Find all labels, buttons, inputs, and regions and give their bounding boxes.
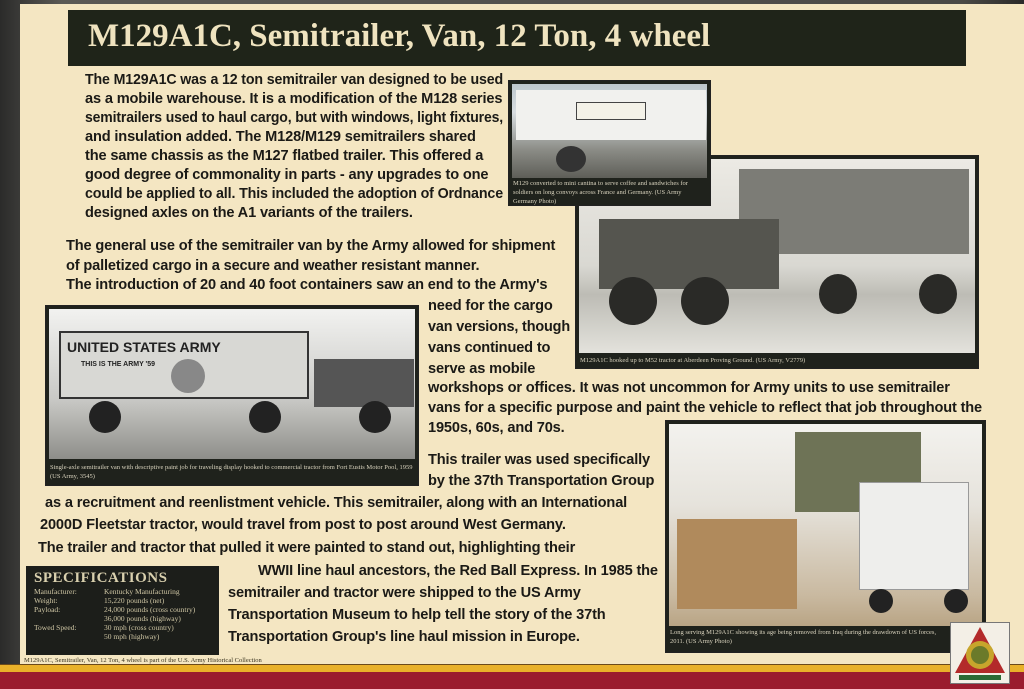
- paragraph1-line: designed axles on the A1 variants of the trailers.: [85, 205, 413, 221]
- spec-value: Kentucky Manufacturing: [104, 587, 180, 596]
- photo-cantina-van: [508, 80, 711, 206]
- paragraph1-line: and insulation added. The M128/M129 semitrailers shared: [85, 129, 476, 145]
- paragraph1-line: the same chassis as the M127 flatbed trailer. This offered a: [85, 148, 484, 164]
- spec-row: [34, 605, 211, 614]
- paragraph2-line: vans continued to: [428, 340, 551, 356]
- paragraph3-line: The trailer and tractor that pulled it were painted to stand out, highlighting their: [38, 540, 576, 556]
- paragraph3-line: Transportation Group's line haul mission in Europe.: [228, 629, 580, 645]
- page-title: M129A1C, Semitrailer, Van, 12 Ton, 4 wheel: [88, 18, 711, 54]
- spec-label: Payload:: [34, 605, 61, 614]
- spec-label: Weight:: [34, 596, 58, 605]
- photo-army-display-van: [45, 305, 419, 486]
- paragraph1-line: could be applied to all. This included the adoption of Ordnance: [85, 186, 504, 202]
- paragraph3-line: 2000D Fleetstar tractor, would travel from post to post around West Germany.: [40, 517, 566, 533]
- footer-note: M129A1C, Semitrailer, Van, 12 Ton, 4 wheel is part of the U.S. Army Historical Collection: [24, 657, 262, 664]
- paragraph2-line: need for the cargo: [428, 298, 553, 314]
- spec-row: [34, 623, 211, 632]
- spec-label: [34, 632, 104, 641]
- spec-value: 30 mph (cross country): [104, 623, 174, 632]
- paragraph1-line: The M129A1C was a 12 ton semitrailer van designed to be used: [85, 72, 504, 88]
- spec-value: 24,000 pounds (cross country): [104, 605, 196, 614]
- photo-caption: M129 converted to mini cantina to serve coffee and sandwiches for soldiers on long convoys across France and Germany. (US Army Germany Photo): [513, 180, 688, 205]
- van-sign-text: UNITED STATES ARMY: [67, 339, 221, 355]
- spec-label: Towed Speed:: [34, 623, 77, 632]
- paragraph2-line: workshops or offices. It was not uncommon for Army units to use semitrailer: [428, 380, 950, 396]
- paragraph1-line: semitrailers used to haul cargo, but with windows, light fixtures,: [85, 110, 504, 126]
- spec-row: [34, 587, 211, 596]
- specifications-box: [26, 566, 219, 655]
- photo-caption: Single-axle semitrailer van with descriptive paint job for traveling display hooked to commercial tractor from Fort Eustis Motor Pool, 1959 (US Army, 3545): [50, 464, 413, 480]
- photo-iraq-drawdown: [665, 420, 986, 653]
- spec-label: [34, 614, 104, 623]
- spec-label: Manufacturer:: [34, 587, 77, 596]
- paragraph1-line: good degree of commonality in parts - any upgrades to one: [85, 167, 489, 183]
- van-sign-subtext: THIS IS THE ARMY '59: [81, 361, 156, 368]
- spec-row: [34, 632, 211, 641]
- paragraph3-line: by the 37th Transportation Group: [428, 473, 655, 489]
- spec-row: [34, 614, 211, 623]
- spec-value: 36,000 pounds (highway): [104, 614, 181, 623]
- photo-caption: M129A1C hooked up to M52 tractor at Aberdeen Proving Ground. (US Army, V2779): [580, 357, 806, 364]
- paragraph2-line: The general use of the semitrailer van by the Army allowed for shipment: [66, 238, 556, 254]
- specifications-heading: SPECIFICATIONS: [34, 570, 168, 586]
- paragraph2-line: vans for a specific purpose and paint the vehicle to reflect that job throughout the: [428, 400, 983, 416]
- paragraph2-line: serve as mobile: [428, 361, 536, 377]
- paragraph3-line: as a recruitment and reenlistment vehicle. This semitrailer, along with an International: [45, 495, 628, 511]
- paragraph3-line: WWII line haul ancestors, the Red Ball Express. In 1985 the: [258, 563, 658, 579]
- paragraph2-line: van versions, though: [428, 319, 570, 335]
- paragraph3-line: This trailer was used specifically: [428, 452, 651, 468]
- photo-caption: Long serving M129A1C showing its age being removed from Iraq during the drawdown of US forces, 2011. (US Army Photo): [670, 629, 937, 645]
- spec-value: 15,220 pounds (net): [104, 596, 165, 605]
- paragraph1-line: as a mobile warehouse. It is a modification of the M128 series: [85, 91, 503, 107]
- transportation-corps-emblem: [950, 622, 1010, 684]
- yellow-stripe: [0, 664, 1024, 672]
- paragraph3-line: Transportation Museum to help tell the story of the 37th: [228, 607, 606, 623]
- paragraph2-line: of palletized cargo in a secure and weather resistant manner.: [66, 258, 480, 274]
- paragraph2-line: The introduction of 20 and 40 foot containers saw an end to the Army's: [66, 277, 548, 293]
- spec-value: 50 mph (highway): [104, 632, 160, 641]
- paragraph3-line: semitrailer and tractor were shipped to the US Army: [228, 585, 581, 601]
- paragraph2-line: 1950s, 60s, and 70s.: [428, 420, 565, 436]
- spec-row: [34, 596, 211, 605]
- red-stripe: [0, 672, 1024, 689]
